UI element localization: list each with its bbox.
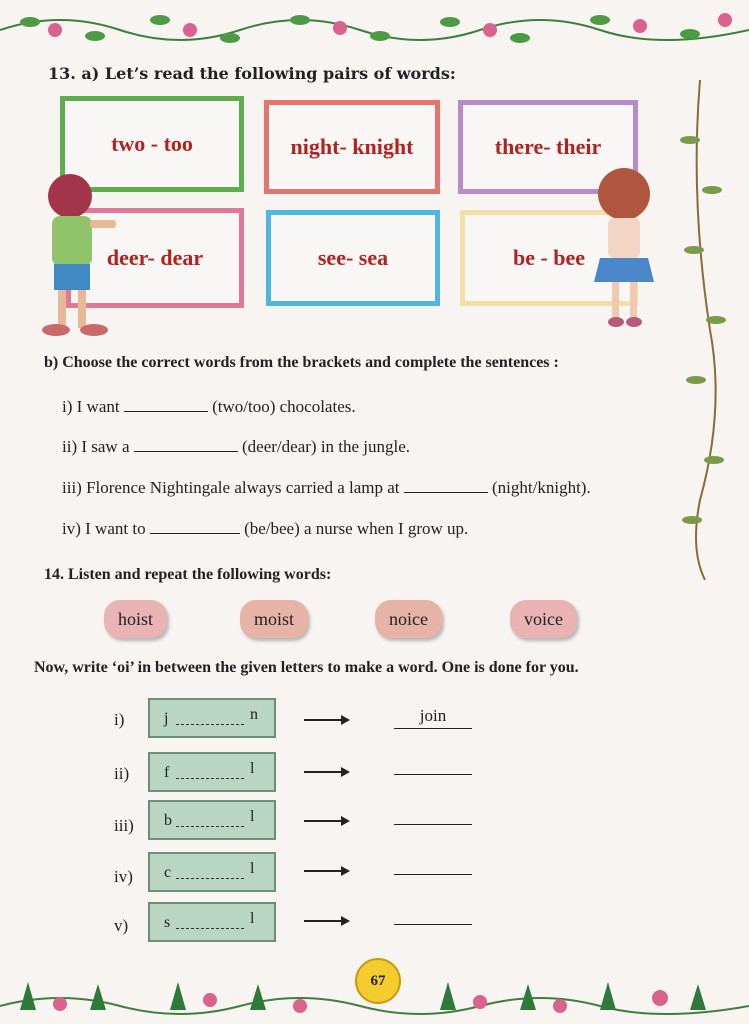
sentence-text: iii) Florence Nightingale always carried a lamp at	[62, 478, 400, 497]
word-pair-box-5	[266, 210, 440, 306]
sentence-text: (be/bee) a nurse when I grow up.	[244, 519, 469, 538]
sentence-2	[62, 437, 410, 457]
answer-blank[interactable]	[124, 397, 208, 412]
last-letter: l	[250, 910, 255, 927]
arrow-right-icon	[304, 870, 348, 872]
page-number: 67	[355, 958, 401, 1004]
item-number: iii)	[114, 816, 134, 835]
arrow-right-icon	[304, 771, 348, 773]
answer-field[interactable]	[394, 802, 472, 825]
q14-heading: 14. Listen and repeat the following words:	[44, 566, 332, 583]
word-pair-text: two - too	[111, 131, 193, 156]
word-pill-moist: moist	[240, 600, 308, 638]
word-pair-text: see- sea	[317, 245, 389, 270]
word-pill-hoist: hoist	[104, 600, 167, 638]
word-pair-box-2	[264, 100, 440, 194]
answer-field[interactable]	[394, 852, 472, 875]
arrow-right-icon	[304, 719, 348, 721]
girl-illustration-icon	[584, 162, 664, 332]
answer-blank[interactable]	[150, 519, 240, 534]
sentence-text: i) I want	[62, 397, 120, 416]
last-letter: l	[250, 860, 255, 877]
first-letter: f	[164, 764, 170, 781]
letter-box	[148, 902, 276, 942]
letter-box	[148, 752, 276, 792]
q14-instruction: Now, write ‘oi’ in between the given letters to make a word. One is done for you.	[34, 659, 579, 676]
sentence-text: ii) I saw a	[62, 437, 130, 456]
q13b-heading: b) Choose the correct words from the brackets and complete the sentences :	[44, 354, 559, 371]
word-pair-text: be - bee	[512, 245, 586, 270]
answer-field[interactable]	[394, 752, 472, 775]
item-number: i)	[114, 710, 125, 729]
top-floral-border	[0, 0, 749, 54]
blank-dashes	[176, 826, 244, 827]
blank-dashes	[176, 724, 244, 725]
item-number: v)	[114, 916, 129, 935]
answer-field[interactable]	[394, 902, 472, 925]
first-letter: c	[164, 864, 172, 881]
last-letter: l	[250, 808, 255, 825]
blank-dashes	[176, 878, 244, 879]
sentence-4	[62, 519, 468, 539]
arrow-right-icon	[304, 820, 348, 822]
floral-border-icon	[0, 0, 749, 54]
vine-decoration-icon	[670, 80, 730, 580]
letter-box	[148, 852, 276, 892]
word-pill-noice: noice	[375, 600, 442, 638]
letter-box	[148, 698, 276, 738]
blank-dashes	[176, 928, 244, 929]
sentence-text: iv) I want to	[62, 519, 146, 538]
answer-field[interactable]: join	[394, 706, 472, 729]
word-pair-text: there- their	[494, 134, 602, 159]
sentence-text: (two/too) chocolates.	[212, 397, 356, 416]
last-letter: l	[250, 760, 255, 777]
arrow-right-icon	[304, 920, 348, 922]
sentence-1	[62, 397, 356, 417]
item-number: ii)	[114, 764, 130, 783]
word-pill-voice: voice	[510, 600, 577, 638]
letter-box	[148, 800, 276, 840]
boy-illustration-icon	[30, 168, 120, 338]
sentence-text: (deer/dear) in the jungle.	[242, 437, 411, 456]
sentence-text: (night/knight).	[492, 478, 591, 497]
blank-dashes	[176, 778, 244, 779]
last-letter: n	[250, 706, 258, 723]
first-letter: s	[164, 914, 171, 931]
sentence-3	[62, 478, 591, 498]
answer-blank[interactable]	[404, 478, 488, 493]
first-letter: j	[164, 710, 169, 727]
first-letter: b	[164, 812, 172, 829]
word-pair-text: night- knight	[290, 134, 414, 159]
word-pair-text: deer- dear	[106, 245, 204, 270]
q13-heading: 13. a) Let’s read the following pairs of words:	[48, 64, 456, 83]
item-number: iv)	[114, 867, 133, 886]
answer-blank[interactable]	[134, 437, 238, 452]
